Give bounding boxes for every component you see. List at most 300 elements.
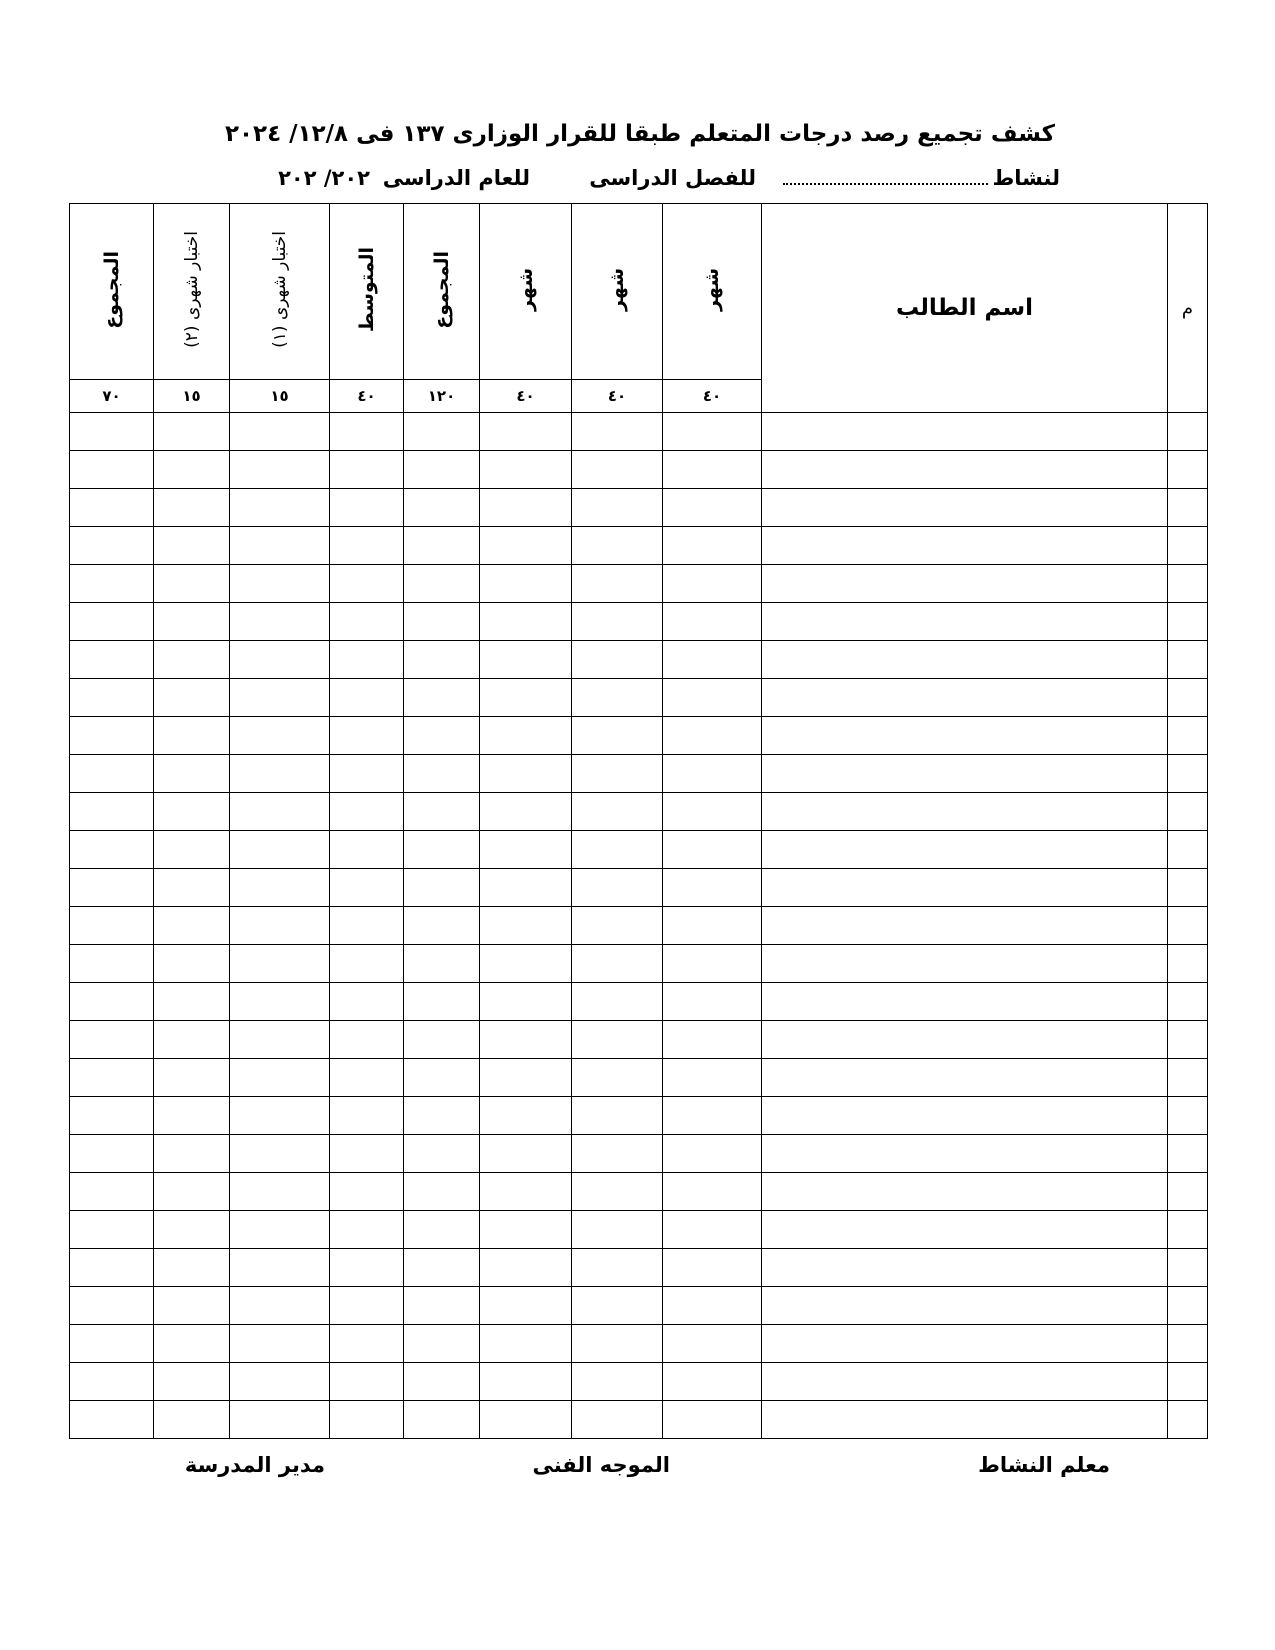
student-name-cell[interactable] <box>762 1173 1168 1211</box>
grade-cell[interactable] <box>572 1173 663 1211</box>
grade-cell[interactable] <box>154 489 230 527</box>
grade-cell[interactable] <box>480 489 572 527</box>
grade-cell[interactable] <box>480 565 572 603</box>
grade-cell[interactable] <box>572 451 663 489</box>
grade-cell[interactable] <box>572 1287 663 1325</box>
grade-cell[interactable] <box>154 1249 230 1287</box>
student-name-cell[interactable] <box>762 565 1168 603</box>
grade-cell[interactable] <box>480 945 572 983</box>
grade-cell[interactable] <box>404 1211 480 1249</box>
grade-cell[interactable] <box>330 1363 404 1401</box>
grade-cell[interactable] <box>404 451 480 489</box>
grade-cell[interactable] <box>663 1173 762 1211</box>
grade-cell[interactable] <box>330 413 404 451</box>
student-name-cell[interactable] <box>762 869 1168 907</box>
grade-cell[interactable] <box>70 1401 154 1439</box>
grade-cell[interactable] <box>480 1287 572 1325</box>
grade-cell[interactable] <box>330 679 404 717</box>
grade-cell[interactable] <box>404 1363 480 1401</box>
student-name-cell[interactable] <box>762 755 1168 793</box>
grade-cell[interactable] <box>663 907 762 945</box>
grade-cell[interactable] <box>572 869 663 907</box>
student-name-cell[interactable] <box>762 489 1168 527</box>
student-row <box>70 679 1208 717</box>
grade-cell[interactable] <box>230 869 330 907</box>
grade-cell[interactable] <box>330 1097 404 1135</box>
grade-cell[interactable] <box>230 565 330 603</box>
grade-cell[interactable] <box>70 717 154 755</box>
grade-cell[interactable] <box>230 641 330 679</box>
row-number-cell[interactable] <box>1168 1287 1208 1325</box>
grade-cell[interactable] <box>480 679 572 717</box>
max-mark: ٧٠ <box>70 380 154 413</box>
row-number-cell[interactable] <box>1168 527 1208 565</box>
grade-cell[interactable] <box>480 1249 572 1287</box>
grade-cell[interactable] <box>572 717 663 755</box>
grade-cell[interactable] <box>572 489 663 527</box>
grade-cell[interactable] <box>663 945 762 983</box>
grade-cell[interactable] <box>330 1211 404 1249</box>
grade-cell[interactable] <box>330 793 404 831</box>
grade-cell[interactable] <box>230 451 330 489</box>
grade-cell[interactable] <box>480 907 572 945</box>
grade-cell[interactable] <box>404 869 480 907</box>
grade-cell[interactable] <box>480 451 572 489</box>
col-month-1-header <box>663 204 762 380</box>
grade-cell[interactable] <box>154 1363 230 1401</box>
grade-cell[interactable] <box>70 1059 154 1097</box>
grade-cell[interactable] <box>70 641 154 679</box>
grade-cell[interactable] <box>154 679 230 717</box>
supervisor-signature-label: الموجه الفنى <box>532 1453 670 1477</box>
row-number-cell[interactable] <box>1168 717 1208 755</box>
grade-cell[interactable] <box>572 755 663 793</box>
grade-cell[interactable] <box>572 1363 663 1401</box>
grade-cell[interactable] <box>70 945 154 983</box>
grade-cell[interactable] <box>480 641 572 679</box>
student-name-cell[interactable] <box>762 1249 1168 1287</box>
grade-cell[interactable] <box>154 413 230 451</box>
grade-cell[interactable] <box>404 907 480 945</box>
grade-cell[interactable] <box>70 1249 154 1287</box>
grade-cell[interactable] <box>480 603 572 641</box>
grade-cell[interactable] <box>70 565 154 603</box>
grade-cell[interactable] <box>330 869 404 907</box>
grade-cell[interactable] <box>572 1325 663 1363</box>
grade-cell[interactable] <box>330 1249 404 1287</box>
grade-cell[interactable] <box>330 603 404 641</box>
row-number-cell[interactable] <box>1168 869 1208 907</box>
student-name-cell[interactable] <box>762 907 1168 945</box>
grade-cell[interactable] <box>404 527 480 565</box>
student-name-cell[interactable] <box>762 1097 1168 1135</box>
grade-cell[interactable] <box>230 717 330 755</box>
grade-cell[interactable] <box>663 413 762 451</box>
grade-cell[interactable] <box>154 527 230 565</box>
grade-cell[interactable] <box>330 1287 404 1325</box>
grade-cell[interactable] <box>480 1173 572 1211</box>
grade-cell[interactable] <box>404 1325 480 1363</box>
grade-cell[interactable] <box>154 1211 230 1249</box>
grade-cell[interactable] <box>70 983 154 1021</box>
grade-cell[interactable] <box>330 565 404 603</box>
grade-cell[interactable] <box>154 1401 230 1439</box>
grade-cell[interactable] <box>230 1059 330 1097</box>
grade-cell[interactable] <box>663 717 762 755</box>
grade-cell[interactable] <box>404 1287 480 1325</box>
grade-cell[interactable] <box>404 641 480 679</box>
grade-cell[interactable] <box>572 1059 663 1097</box>
grade-cell[interactable] <box>70 907 154 945</box>
activity-dots <box>783 161 988 185</box>
grade-cell[interactable] <box>330 1059 404 1097</box>
grade-cell[interactable] <box>230 983 330 1021</box>
grade-cell[interactable] <box>230 1135 330 1173</box>
grade-cell[interactable] <box>572 831 663 869</box>
grade-cell[interactable] <box>480 869 572 907</box>
grade-cell[interactable] <box>663 1363 762 1401</box>
grade-cell[interactable] <box>154 945 230 983</box>
grade-cell[interactable] <box>663 1287 762 1325</box>
grade-cell[interactable] <box>230 1401 330 1439</box>
grade-cell[interactable] <box>330 717 404 755</box>
row-number-cell[interactable] <box>1168 1249 1208 1287</box>
student-row <box>70 1249 1208 1287</box>
grade-cell[interactable] <box>230 1211 330 1249</box>
header-subline <box>200 158 1060 198</box>
grade-cell[interactable] <box>663 1325 762 1363</box>
grade-cell[interactable] <box>404 679 480 717</box>
row-number-cell[interactable] <box>1168 1325 1208 1363</box>
grade-cell[interactable] <box>70 451 154 489</box>
grade-cell[interactable] <box>480 527 572 565</box>
row-number-cell[interactable] <box>1168 831 1208 869</box>
grade-cell[interactable] <box>230 1021 330 1059</box>
grade-cell[interactable] <box>154 603 230 641</box>
student-name-cell[interactable] <box>762 1363 1168 1401</box>
student-name-cell[interactable] <box>762 1021 1168 1059</box>
grade-cell[interactable] <box>70 1211 154 1249</box>
grade-cell[interactable] <box>70 1325 154 1363</box>
grade-cell[interactable] <box>404 755 480 793</box>
grade-cell[interactable] <box>154 717 230 755</box>
grade-cell[interactable] <box>230 1287 330 1325</box>
col-label: المجموع <box>430 250 453 329</box>
grade-cell[interactable] <box>330 755 404 793</box>
grade-cell[interactable] <box>663 755 762 793</box>
grade-cell[interactable] <box>230 1097 330 1135</box>
student-row <box>70 1021 1208 1059</box>
student-row <box>70 641 1208 679</box>
row-number-cell[interactable] <box>1168 755 1208 793</box>
grade-cell[interactable] <box>230 793 330 831</box>
grade-cell[interactable] <box>480 1021 572 1059</box>
grade-cell[interactable] <box>154 907 230 945</box>
grade-cell[interactable] <box>330 983 404 1021</box>
grade-cell[interactable] <box>663 1097 762 1135</box>
grade-cell[interactable] <box>663 1401 762 1439</box>
grade-cell[interactable] <box>70 1135 154 1173</box>
grade-cell[interactable] <box>404 1097 480 1135</box>
student-name-cell[interactable] <box>762 831 1168 869</box>
grade-cell[interactable] <box>663 1249 762 1287</box>
grade-cell[interactable] <box>480 1135 572 1173</box>
row-number-cell[interactable] <box>1168 603 1208 641</box>
grade-cell[interactable] <box>404 983 480 1021</box>
row-number-cell[interactable] <box>1168 1097 1208 1135</box>
student-name-cell[interactable] <box>762 1211 1168 1249</box>
grade-cell[interactable] <box>572 641 663 679</box>
header-row <box>70 204 1208 380</box>
grade-cell[interactable] <box>330 641 404 679</box>
grade-cell[interactable] <box>330 831 404 869</box>
grade-cell[interactable] <box>154 983 230 1021</box>
grade-cell[interactable] <box>663 451 762 489</box>
grade-cell[interactable] <box>154 1287 230 1325</box>
grade-cell[interactable] <box>480 1325 572 1363</box>
col-label: اختبار شهرى (٢) <box>181 231 202 348</box>
grade-cell[interactable] <box>154 793 230 831</box>
row-number-cell[interactable] <box>1168 1021 1208 1059</box>
grade-cell[interactable] <box>663 1059 762 1097</box>
grade-cell[interactable] <box>572 1135 663 1173</box>
row-number-cell[interactable] <box>1168 565 1208 603</box>
grade-cell[interactable] <box>572 1097 663 1135</box>
grade-cell[interactable] <box>663 793 762 831</box>
student-name-cell[interactable] <box>762 527 1168 565</box>
grade-cell[interactable] <box>663 527 762 565</box>
grade-cell[interactable] <box>230 831 330 869</box>
grade-cell[interactable] <box>480 1401 572 1439</box>
student-name-cell[interactable] <box>762 945 1168 983</box>
grade-cell[interactable] <box>230 413 330 451</box>
grade-cell[interactable] <box>572 1211 663 1249</box>
grade-cell[interactable] <box>330 489 404 527</box>
grade-cell[interactable] <box>480 983 572 1021</box>
row-number-cell[interactable] <box>1168 1211 1208 1249</box>
grade-cell[interactable] <box>154 565 230 603</box>
grade-cell[interactable] <box>70 1173 154 1211</box>
grade-cell[interactable] <box>70 527 154 565</box>
student-name-cell[interactable] <box>762 1059 1168 1097</box>
student-name-cell[interactable] <box>762 679 1168 717</box>
grade-cell[interactable] <box>572 413 663 451</box>
grade-cell[interactable] <box>404 565 480 603</box>
grade-cell[interactable] <box>663 603 762 641</box>
grade-cell[interactable] <box>572 565 663 603</box>
grade-cell[interactable] <box>230 603 330 641</box>
grade-cell[interactable] <box>230 527 330 565</box>
grade-cell[interactable] <box>330 907 404 945</box>
grade-cell[interactable] <box>480 755 572 793</box>
row-number-cell[interactable] <box>1168 1401 1208 1439</box>
grade-cell[interactable] <box>230 907 330 945</box>
grade-cell[interactable] <box>572 945 663 983</box>
grade-cell[interactable] <box>480 1059 572 1097</box>
max-mark: ٤٠ <box>572 380 663 413</box>
grade-cell[interactable] <box>404 831 480 869</box>
grade-cell[interactable] <box>404 1135 480 1173</box>
grade-cell[interactable] <box>230 1249 330 1287</box>
grade-cell[interactable] <box>154 831 230 869</box>
row-number-cell[interactable] <box>1168 413 1208 451</box>
row-number-cell[interactable] <box>1168 451 1208 489</box>
grade-cell[interactable] <box>330 1325 404 1363</box>
student-name-cell[interactable] <box>762 1325 1168 1363</box>
grade-cell[interactable] <box>70 831 154 869</box>
grade-cell[interactable] <box>572 1021 663 1059</box>
student-name-cell[interactable] <box>762 641 1168 679</box>
student-name-cell[interactable] <box>762 1287 1168 1325</box>
grade-cell[interactable] <box>663 565 762 603</box>
col-exam-1-header <box>230 204 330 380</box>
col-month-2-header <box>572 204 663 380</box>
grade-cell[interactable] <box>480 717 572 755</box>
col-exam-2-header <box>154 204 230 380</box>
max-mark: ١٥ <box>154 380 230 413</box>
row-number-cell[interactable] <box>1168 983 1208 1021</box>
grade-cell[interactable] <box>230 1173 330 1211</box>
grade-cell[interactable] <box>230 755 330 793</box>
col-label: شهر <box>514 267 537 312</box>
grade-cell[interactable] <box>663 831 762 869</box>
row-number-cell[interactable] <box>1168 489 1208 527</box>
student-name-cell[interactable] <box>762 603 1168 641</box>
grade-cell[interactable] <box>154 641 230 679</box>
col-label: المجموع <box>100 250 123 329</box>
grade-cell[interactable] <box>70 1287 154 1325</box>
grade-cell[interactable] <box>330 1401 404 1439</box>
student-name-cell[interactable] <box>762 413 1168 451</box>
student-row <box>70 565 1208 603</box>
student-name-cell[interactable] <box>762 1135 1168 1173</box>
row-number-cell[interactable] <box>1168 1135 1208 1173</box>
row-number-cell[interactable] <box>1168 1059 1208 1097</box>
grade-cell[interactable] <box>572 527 663 565</box>
grade-cell[interactable] <box>230 679 330 717</box>
grade-cell[interactable] <box>70 413 154 451</box>
activity-field[interactable] <box>783 158 1060 198</box>
student-name-cell[interactable] <box>762 451 1168 489</box>
grade-cell[interactable] <box>330 1021 404 1059</box>
grade-cell[interactable] <box>330 451 404 489</box>
grade-cell[interactable] <box>154 1135 230 1173</box>
grade-cell[interactable] <box>154 451 230 489</box>
grade-cell[interactable] <box>154 1173 230 1211</box>
grade-cell[interactable] <box>230 489 330 527</box>
grade-cell[interactable] <box>330 527 404 565</box>
grade-cell[interactable] <box>154 1021 230 1059</box>
grade-cell[interactable] <box>154 1097 230 1135</box>
grade-cell[interactable] <box>404 1173 480 1211</box>
grade-cell[interactable] <box>663 869 762 907</box>
grade-cell[interactable] <box>663 641 762 679</box>
student-name-cell[interactable] <box>762 983 1168 1021</box>
grade-cell[interactable] <box>480 413 572 451</box>
student-row <box>70 831 1208 869</box>
grade-cell[interactable] <box>70 1363 154 1401</box>
grade-cell[interactable] <box>230 1325 330 1363</box>
grade-cell[interactable] <box>70 1021 154 1059</box>
grade-cell[interactable] <box>404 717 480 755</box>
grade-cell[interactable] <box>154 1325 230 1363</box>
grade-cell[interactable] <box>480 1363 572 1401</box>
student-name-cell[interactable] <box>762 793 1168 831</box>
grade-cell[interactable] <box>404 489 480 527</box>
grade-cell[interactable] <box>480 1097 572 1135</box>
grade-cell[interactable] <box>663 983 762 1021</box>
grade-cell[interactable] <box>70 489 154 527</box>
grade-cell[interactable] <box>404 603 480 641</box>
grade-cell[interactable] <box>154 1059 230 1097</box>
grade-cell[interactable] <box>663 1211 762 1249</box>
grade-cell[interactable] <box>70 603 154 641</box>
grade-cell[interactable] <box>404 793 480 831</box>
grade-cell[interactable] <box>330 945 404 983</box>
grade-cell[interactable] <box>70 793 154 831</box>
grade-cell[interactable] <box>70 755 154 793</box>
grade-cell[interactable] <box>663 1021 762 1059</box>
grade-cell[interactable] <box>663 489 762 527</box>
grade-cell[interactable] <box>572 603 663 641</box>
grade-cell[interactable] <box>572 983 663 1021</box>
col-total-header <box>404 204 480 380</box>
grade-cell[interactable] <box>404 1059 480 1097</box>
student-name-cell[interactable] <box>762 717 1168 755</box>
grade-cell[interactable] <box>404 413 480 451</box>
grade-cell[interactable] <box>572 679 663 717</box>
grade-cell[interactable] <box>330 1135 404 1173</box>
student-name-cell[interactable] <box>762 1401 1168 1439</box>
grade-cell[interactable] <box>404 1401 480 1439</box>
max-mark: ٤٠ <box>330 380 404 413</box>
grade-cell[interactable] <box>572 1249 663 1287</box>
grade-cell[interactable] <box>230 945 330 983</box>
row-number-cell[interactable] <box>1168 641 1208 679</box>
grade-cell[interactable] <box>154 755 230 793</box>
grade-cell[interactable] <box>404 1249 480 1287</box>
col-label: اختبار شهرى (١) <box>269 231 290 348</box>
grade-cell[interactable] <box>480 793 572 831</box>
grade-cell[interactable] <box>572 793 663 831</box>
row-number-cell[interactable] <box>1168 945 1208 983</box>
grade-cell[interactable] <box>404 945 480 983</box>
row-number-cell[interactable] <box>1168 1173 1208 1211</box>
grade-cell[interactable] <box>663 679 762 717</box>
grade-cell[interactable] <box>154 869 230 907</box>
row-number-cell[interactable] <box>1168 1363 1208 1401</box>
grade-cell[interactable] <box>480 1211 572 1249</box>
grade-cell[interactable] <box>230 1363 330 1401</box>
student-row <box>70 1287 1208 1325</box>
grade-cell[interactable] <box>70 1097 154 1135</box>
max-mark: ٤٠ <box>663 380 762 413</box>
row-number-cell[interactable] <box>1168 907 1208 945</box>
activity-label: لنشاط <box>992 166 1060 190</box>
row-number-cell[interactable] <box>1168 793 1208 831</box>
grade-cell[interactable] <box>404 1021 480 1059</box>
grades-table <box>69 203 1208 1439</box>
grade-cell[interactable] <box>480 831 572 869</box>
grade-cell[interactable] <box>330 1173 404 1211</box>
grade-cell[interactable] <box>70 869 154 907</box>
grade-cell[interactable] <box>70 679 154 717</box>
row-number-cell[interactable] <box>1168 679 1208 717</box>
grade-cell[interactable] <box>572 1401 663 1439</box>
grade-cell[interactable] <box>572 907 663 945</box>
grade-cell[interactable] <box>663 1135 762 1173</box>
student-row <box>70 1135 1208 1173</box>
